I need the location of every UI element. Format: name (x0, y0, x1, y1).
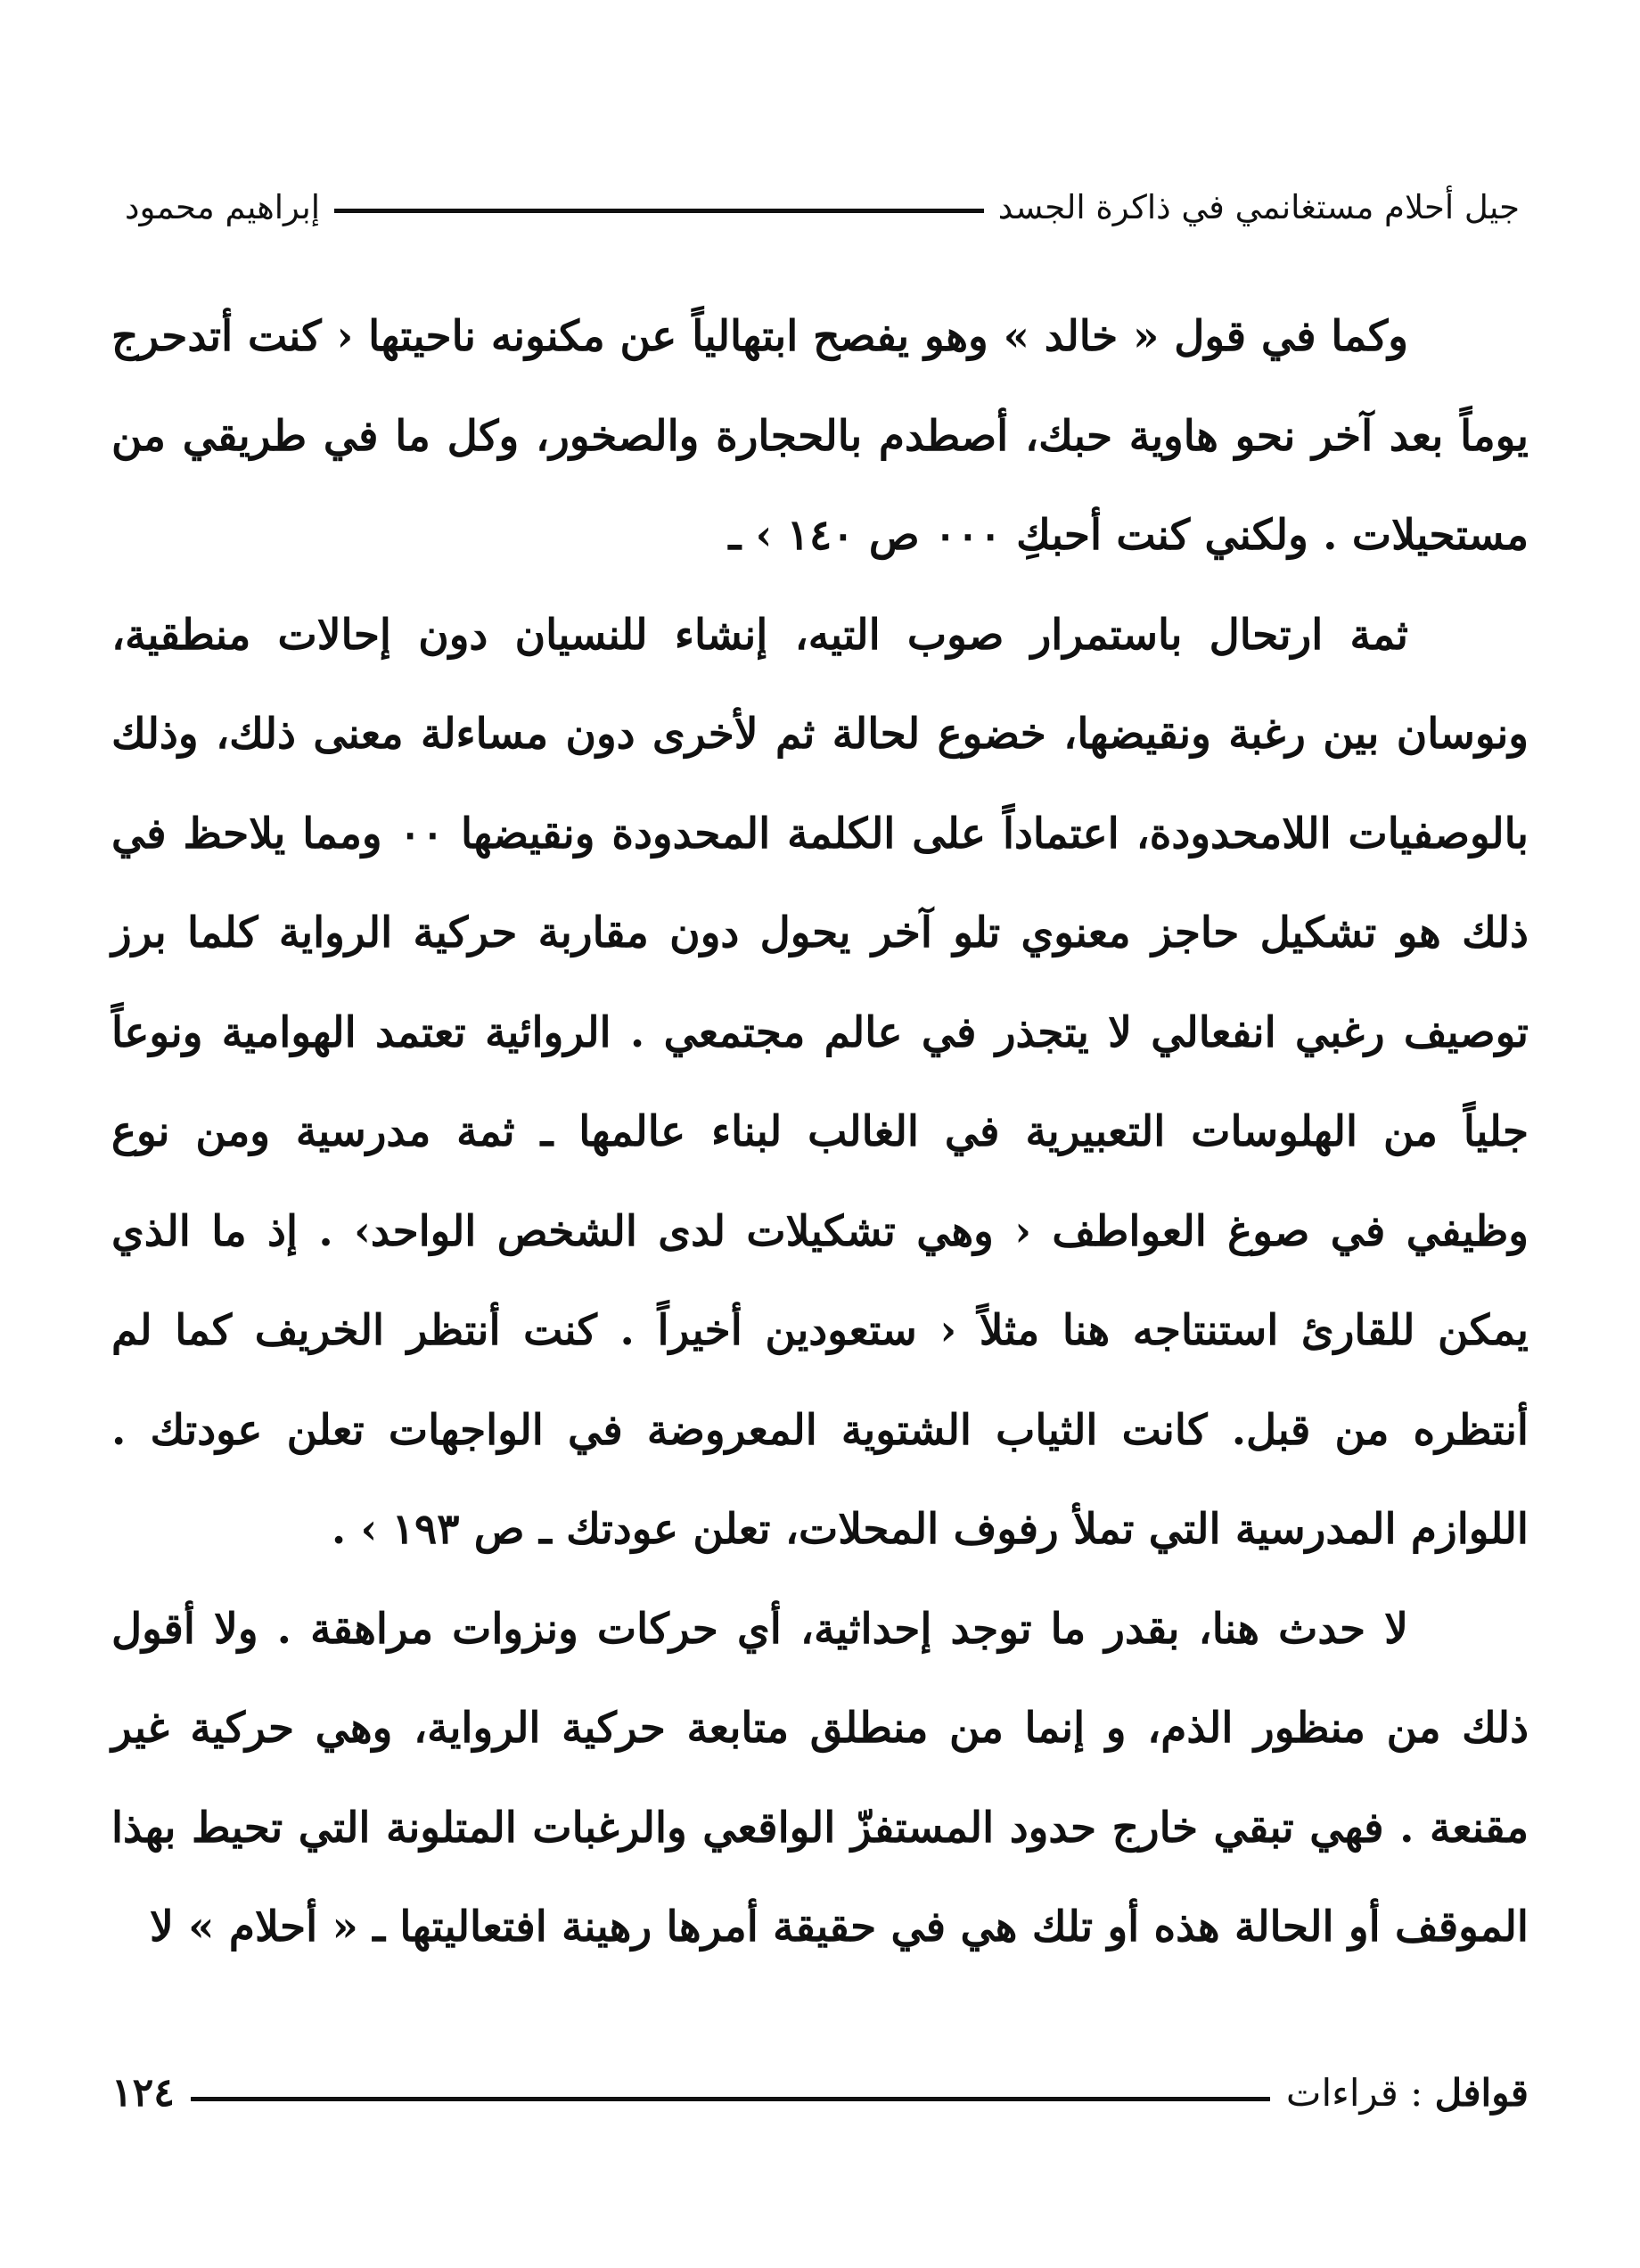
article-body (111, 287, 1529, 1977)
footer-rule (191, 2097, 1270, 2101)
page-number: ١٢٤ (111, 2070, 175, 2116)
header-title: جيل أحلام مستغانمي في ذاكرة الجسد (997, 187, 1520, 226)
header-author: إبراهيم محمود (125, 187, 321, 226)
footer-separator: : (1398, 2071, 1435, 2115)
running-footer (111, 2058, 1529, 2129)
paragraph-3: لا حدث هنا، بقدر ما توجد إحداثية، أي حركات ونزوات مراهقة . ولا أقول ذلك من منظور الذم، و إنما من منطلق متابعة حركية الرواية، وهي حركية غير مقنعة . فهي تبقي خارج حدود المستفزّ الواقعي والرغبات المتلونة التي تحيط بهذا الموقف أو الحالة هذه أو تلك هي في حقيقة أمرها رهينة افتعاليتها ـ « أحلام » لا (111, 1604, 1529, 1952)
paragraph-1: وكما في قول « خالد » وهو يفصح ابتهالياً عن مكنونه ناحيتها ‹ كنت أتدحرج يوماً بعد آخر نحو هاوية حبك، أصطدم بالحجارة والصخور، وكل ما في طريقي من مستحيلات . ولكني كنت أحبكِ ٠٠٠ ص ١٤٠ › ـ (111, 312, 1529, 560)
paragraph-2: ثمة ارتحال باستمرار صوب التيه، إنشاء للنسيان دون إحالات منطقية، ونوسان بين رغبة ونقيضها، خضوع لحالة ثم لأخرى دون مساءلة معنى ذلك، وذلك بالوصفيات اللامحدودة، اعتماداً على الكلمة المحدودة ونقيضها ٠٠ ومما يلاحظ في ذلك هو تشكيل حاجز معنوي تلو آخر يحول دون مقاربة حركية الرواية كلما برز توصيف رغبي انفعالي لا يتجذر في عالم مجتمعي . الروائية تعتمد الهوامية ونوعاً جلياً من الهلوسات التعبيرية في الغالب لبناء عالمها ـ ثمة مدرسية ومن نوع وظيفي في صوغ العواطف ‹ وهي تشكيلات لدى الشخص الواحد› . إذ ما الذي يمكن للقارئ استنتاجه هنا مثلاً ‹ ستعودين أخيراً . كنت أنتظر الخريف كما لم أنتظره من قبل. كانت الثياب الشتوية المعروضة في الواجهات تعلن عودتك . اللوازم المدرسية التي تملأ رفوف المحلات، تعلن عودتك ـ ص ١٩٣ › . (111, 610, 1529, 1554)
footer-section: قراءات (1285, 2071, 1398, 2115)
running-header (125, 171, 1520, 242)
header-rule (334, 209, 984, 213)
footer-journal: قوافل (1434, 2071, 1529, 2115)
